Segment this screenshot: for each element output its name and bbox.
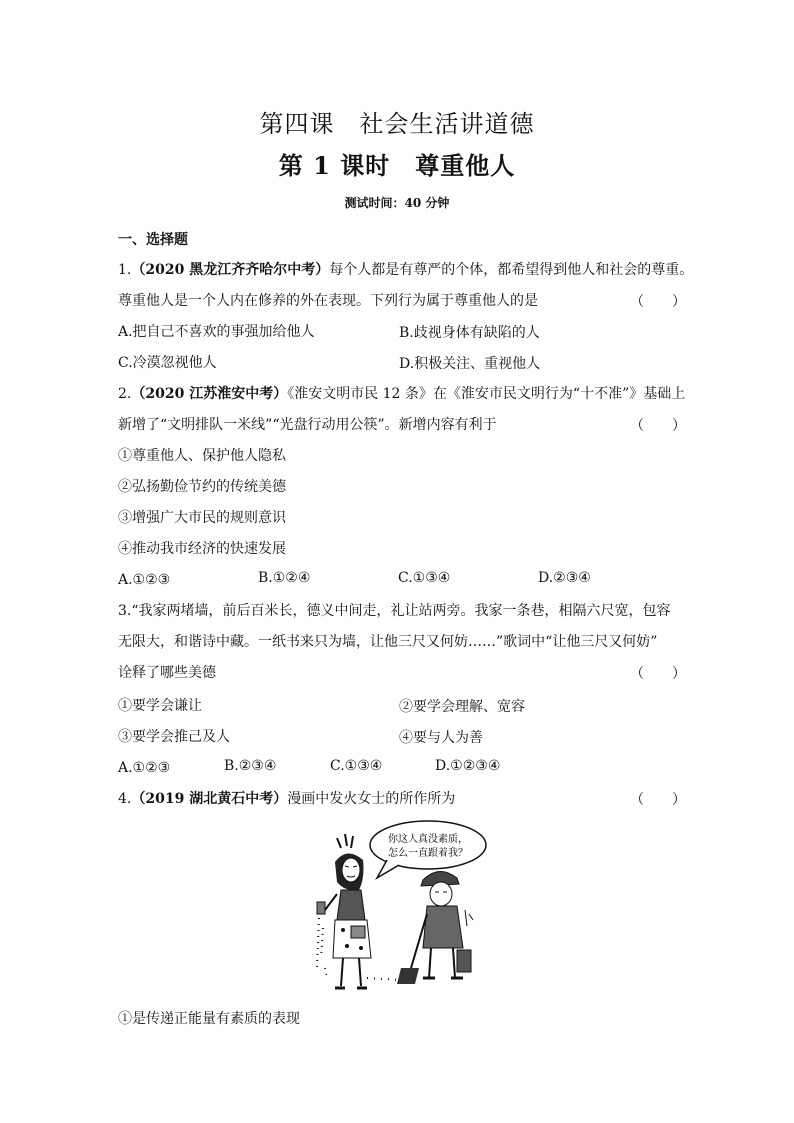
speech-bubble-line2: 怎么一直跟着我？ xyxy=(388,848,468,859)
anger-marks xyxy=(337,834,353,848)
question-text: “我家两堵墙，前后百米长，德义中间走，礼让站两旁。我家一条巷，相隔六尺宽，包容 xyxy=(131,603,671,619)
question-number: 4. xyxy=(118,791,132,807)
street-sweeper-figure xyxy=(397,871,473,984)
section-heading: 一、选择题 xyxy=(118,232,188,248)
speech-bubble-line1: 你这人真没素质， xyxy=(388,834,468,845)
q2-item-2: ②弘扬勤俭节约的传统美德 xyxy=(118,479,286,495)
q2-option-a: A.①②③ xyxy=(118,572,171,588)
question-text: 《淮安文明市民 12 条》在《淮安市民文明行为“十不准”》基础上 xyxy=(287,386,686,402)
cartoon-illustration xyxy=(315,818,495,998)
angry-woman-figure xyxy=(317,853,371,988)
answer-blank: （ ） xyxy=(630,294,686,310)
question-2-stem-line2: 新增了“文明排队一米线”“光盘行动用公筷”。新增内容有利于 xyxy=(118,417,497,433)
question-3-stem-line1 xyxy=(118,601,671,621)
q3-option-a: A.①②③ xyxy=(118,760,171,776)
q1-option-d: D.积极关注、重视他人 xyxy=(399,356,541,372)
q3-option-b: B.②③④ xyxy=(224,758,277,774)
lesson-title: 第四课 社会生活讲道德 xyxy=(259,110,535,138)
q3-item-4: ④要与人为善 xyxy=(399,730,483,746)
question-3-stem-line2: 无限大，和谐诗中藏。一纸书来只为墙，让他三尺又何妨……”歌词中“让他三尺又何妨” xyxy=(118,634,658,650)
q3-option-c: C.①③④ xyxy=(330,758,383,774)
q2-item-4: ④推动我市经济的快速发展 xyxy=(118,541,286,557)
q1-option-a: A.把自己不喜欢的事强加给他人 xyxy=(118,324,315,340)
question-source: （2020 江苏淮安中考） xyxy=(131,386,288,402)
question-3-stem-line3: 诠释了哪些美德 xyxy=(118,665,216,681)
question-text: 漫画中发火女士的所作所为 xyxy=(287,791,456,807)
q3-item-2: ②要学会理解、宽容 xyxy=(399,699,525,715)
question-4-stem xyxy=(118,789,455,809)
period-title: 第 1 课时 尊重他人 xyxy=(278,151,516,180)
question-number: 2. xyxy=(118,386,132,402)
q3-item-3: ③要学会推己及人 xyxy=(118,729,230,745)
q2-item-1: ①尊重他人、保护他人隐私 xyxy=(118,448,286,464)
q1-option-b: B.歧视身体有缺陷的人 xyxy=(399,325,540,341)
answer-blank: （ ） xyxy=(630,792,686,808)
question-1-stem-line2: 尊重他人是一个人内在修养的外在表现。下列行为属于尊重他人的是 xyxy=(118,293,538,309)
question-number: 3. xyxy=(118,603,132,619)
answer-blank: （ ） xyxy=(630,666,686,682)
question-source: （2020 黑龙江齐齐哈尔中考） xyxy=(131,262,330,278)
question-text: 每个人都是有尊严的个体，都希望得到他人和社会的尊重。 xyxy=(329,262,694,278)
question-source: （2019 湖北黄石中考） xyxy=(131,791,288,807)
answer-blank: （ ） xyxy=(630,418,686,434)
question-1-stem-line1 xyxy=(118,260,693,280)
q1-option-c: C.冷漠忽视他人 xyxy=(118,355,217,371)
q3-option-d: D.①②③④ xyxy=(435,758,501,774)
q2-item-3: ③增强广大市民的规则意识 xyxy=(118,510,286,526)
q4-item-1: ①是传递正能量有素质的表现 xyxy=(118,1011,300,1027)
q2-option-c: C.①③④ xyxy=(398,570,451,586)
question-2-stem-line1 xyxy=(118,384,685,404)
question-number: 1. xyxy=(118,262,132,278)
q2-option-b: B.①②④ xyxy=(258,570,311,586)
q3-item-1: ①要学会谦让 xyxy=(118,698,202,714)
q2-option-d: D.②③④ xyxy=(538,570,591,586)
test-time: 测试时间：40 分钟 xyxy=(344,196,450,210)
